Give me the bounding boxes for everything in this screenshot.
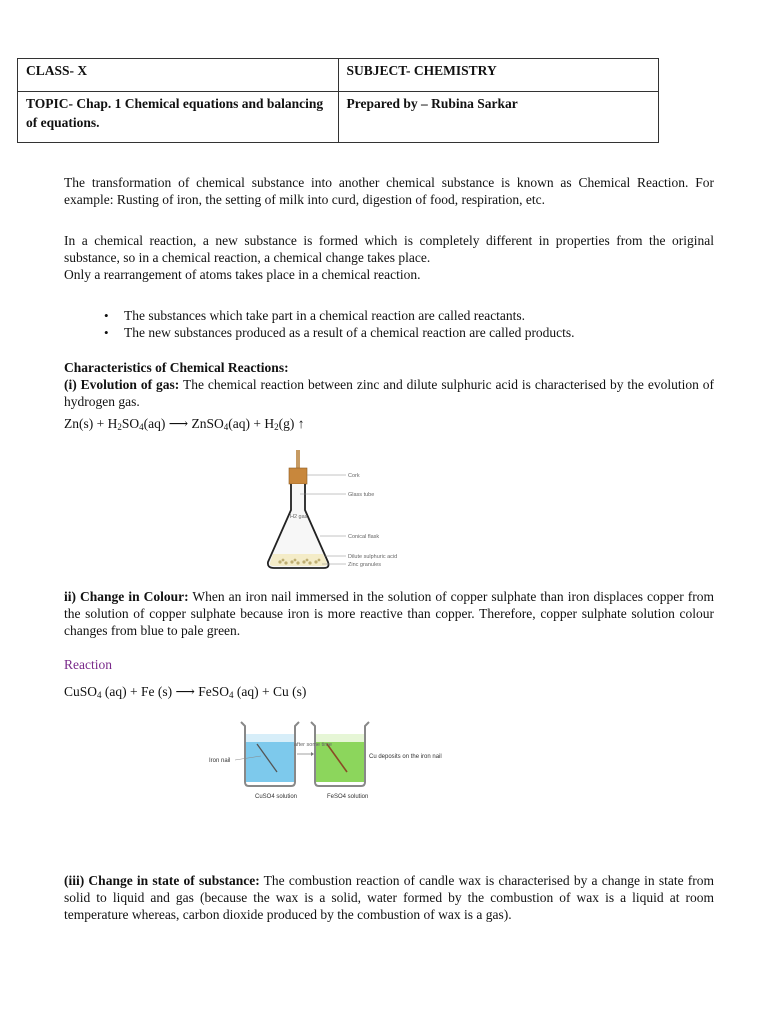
label-glass-tube: Glass tube <box>348 492 375 498</box>
eq-sub: 4 <box>223 422 229 432</box>
bullet-text: The substances which take part in a chemical reaction are called reactants. <box>124 308 526 323</box>
cuso4-surface <box>245 734 295 742</box>
eq-sub: 4 <box>97 690 102 700</box>
feso4-surface <box>315 734 365 742</box>
gas-title: (i) Evolution of gas: <box>64 377 180 392</box>
intro-paragraph-2: In a chemical reaction, a new substance is formed which is completely different in properties from the original substance, so in a chemical reaction, a chemical change takes place. <box>64 233 714 265</box>
eq-sub: 2 <box>117 422 122 432</box>
eq-part: (aq) ⟶ ZnSO <box>143 416 224 431</box>
eq-sub: 4 <box>228 690 234 700</box>
eq-part: (aq) + H <box>228 416 275 431</box>
eq-part: SO <box>121 416 140 431</box>
label-h2-gas: H2 gas <box>290 514 308 520</box>
state-text: The combustion reaction of candle wax is characterised by a change in state from solid to liquid and gas (because the wax is a solid, water formed by the combustion of wax is a liquid at room temperature whereas, carbon dioxide produced by the combustion of wax is a gas). <box>64 873 714 922</box>
colour-title: ii) Change in Colour: <box>64 589 189 604</box>
eq-sub: 2 <box>274 422 279 432</box>
state-paragraph <box>64 872 714 923</box>
label-conical-flask: Conical flask <box>348 534 380 540</box>
eq-sub: 4 <box>139 422 144 432</box>
bullet-reactants <box>104 307 684 324</box>
colour-paragraph <box>64 588 714 639</box>
eq-part: (g) ↑ <box>278 416 305 431</box>
bullet-products <box>104 324 684 341</box>
reaction-label: Reaction <box>64 657 112 672</box>
topic-cell: TOPIC- Chap. 1 Chemical equations and balancing of equations. <box>18 92 339 143</box>
label-cork: Cork <box>348 473 360 479</box>
intro-paragraph-3: Only a rearrangement of atoms takes place in a chemical reaction. <box>64 267 421 282</box>
colour-equation <box>64 683 306 704</box>
bullet-dot: • <box>104 308 109 323</box>
characteristics-heading: Characteristics of Chemical Reactions: <box>64 360 289 375</box>
eq-part: (aq) + Fe (s) ⟶ FeSO <box>101 684 229 699</box>
subject-cell: SUBJECT- CHEMISTRY <box>338 59 659 92</box>
header-table <box>17 58 659 143</box>
beakers-figure <box>205 716 442 804</box>
state-title: (iii) Change in state of substance: <box>64 873 260 888</box>
conical-flask-figure <box>262 444 407 574</box>
gas-equation <box>64 415 304 436</box>
eq-part: (aq) + Cu (s) <box>233 684 307 699</box>
bullet-dot: • <box>104 325 109 340</box>
intro-paragraph-1: The transformation of chemical substance into another chemical substance is known as Chemical Reaction. For example: Rusting of iron, the setting of milk into curd, digestion of food, respiration, etc. <box>64 175 714 207</box>
eq-part: Zn(s) + H <box>64 416 118 431</box>
label-zinc-granules: Zinc granules <box>348 562 382 568</box>
cork <box>289 468 307 484</box>
colour-text: When an iron nail immersed in the solution of copper sulphate than iron displaces copper from the solution of copper sulphate because iron is more reactive than copper. Therefore, copper sulphate solution colour changes from blue to pale green. <box>64 589 714 638</box>
gas-paragraph <box>64 376 714 410</box>
class-cell: CLASS- X <box>18 59 339 92</box>
label-feso4: FeSO4 solution <box>327 794 369 800</box>
label-cu-deposit: Cu deposits on the iron nail <box>369 754 442 760</box>
eq-part: CuSO <box>64 684 98 699</box>
label-after-time: after some time <box>294 742 332 748</box>
gas-text: The chemical reaction between zinc and dilute sulphuric acid is characterised by the evolution of hydrogen gas. <box>64 377 714 409</box>
label-cuso4: CuSO4 solution <box>255 794 298 800</box>
bullet-text: The new substances produced as a result of a chemical reaction are called products. <box>124 325 575 340</box>
label-iron-nail: Iron nail <box>209 758 231 764</box>
prepared-cell: Prepared by – Rubina Sarkar <box>338 92 659 143</box>
label-dilute-acid: Dilute sulphuric acid <box>348 554 398 560</box>
